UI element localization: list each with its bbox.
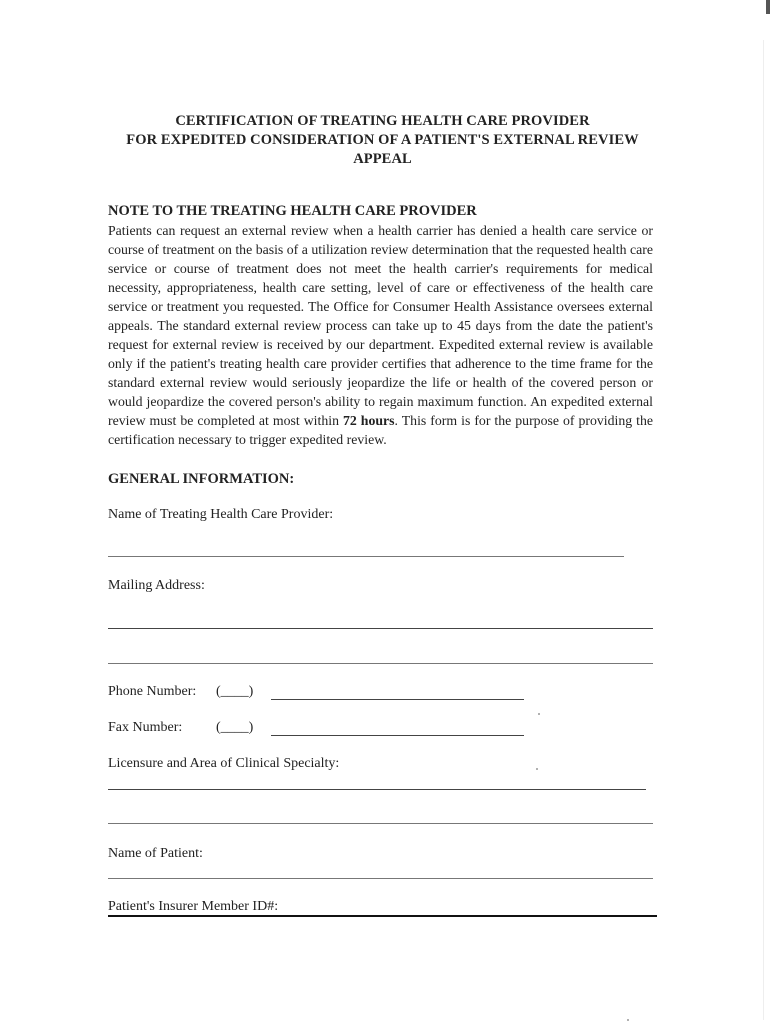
note-heading: NOTE TO THE TREATING HEALTH CARE PROVIDER xyxy=(108,203,477,219)
phone-number-label: Phone Number: xyxy=(108,684,197,699)
title-line-1: CERTIFICATION OF TREATING HEALTH CARE PROVIDER xyxy=(175,113,590,129)
note-text-1: Patients can request an external review when a health carrier has denied a health care service or course of treatment on the basis of a utilization review determination that the requested health care service or course of treatment does not meet the health carrier's requirements for medical necessity, appropriateness, health care setting, level of care or effectiveness of the health care service or treatment you requested. The Office for Consumer Health Assistance oversees external appeals. The standard external review process can take up to 45 days from the date the patient's request for external review is received by our department. Expedited external review is available only if the patient's treating health care provider certifies that adherence to the time frame for the standard external review would seriously jeopardize the life or health of the covered person or would jeopardize the covered person's ability to regain maximum function. An expedited external review must be completed at most within xyxy=(108,223,653,428)
member-id-label: Patient's Insurer Member ID#: xyxy=(108,899,279,914)
mailing-address-line-2[interactable] xyxy=(108,663,653,664)
licensure-line-2[interactable] xyxy=(108,823,653,824)
title-line-3: APPEAL xyxy=(353,151,412,167)
phone-area-code[interactable]: (____) xyxy=(216,684,254,699)
provider-name-label: Name of Treating Health Care Provider: xyxy=(108,507,334,522)
fax-area-code[interactable]: (____) xyxy=(216,720,254,735)
patient-name-label: Name of Patient: xyxy=(108,846,203,861)
scan-edge-line xyxy=(763,40,764,1020)
mailing-address-label: Mailing Address: xyxy=(108,578,205,593)
patient-name-field[interactable] xyxy=(108,878,653,879)
phone-number-field[interactable] xyxy=(271,699,524,700)
licensure-label: Licensure and Area of Clinical Specialty: xyxy=(108,756,340,771)
fax-number-label: Fax Number: xyxy=(108,720,183,735)
note-body xyxy=(108,221,653,449)
note-text-bold: 72 hours xyxy=(342,413,395,428)
scan-speck xyxy=(627,1019,629,1021)
fax-number-field[interactable] xyxy=(271,735,524,736)
member-id-field[interactable] xyxy=(108,915,657,917)
mailing-address-line-1[interactable] xyxy=(108,628,653,629)
general-info-heading: GENERAL INFORMATION: xyxy=(108,471,295,487)
provider-name-field[interactable] xyxy=(108,556,624,557)
scan-edge-mark xyxy=(766,0,770,14)
scan-speck xyxy=(536,768,538,770)
scan-speck xyxy=(538,713,540,715)
title-line-2: FOR EXPEDITED CONSIDERATION OF A PATIENT'S EXTERNAL REVIEW xyxy=(126,132,639,148)
licensure-line-1[interactable] xyxy=(108,789,646,790)
form-title xyxy=(100,112,665,169)
note-text-2: . This form is for the purpose of providing the certification necessary to trigger expedited review. xyxy=(108,413,653,447)
